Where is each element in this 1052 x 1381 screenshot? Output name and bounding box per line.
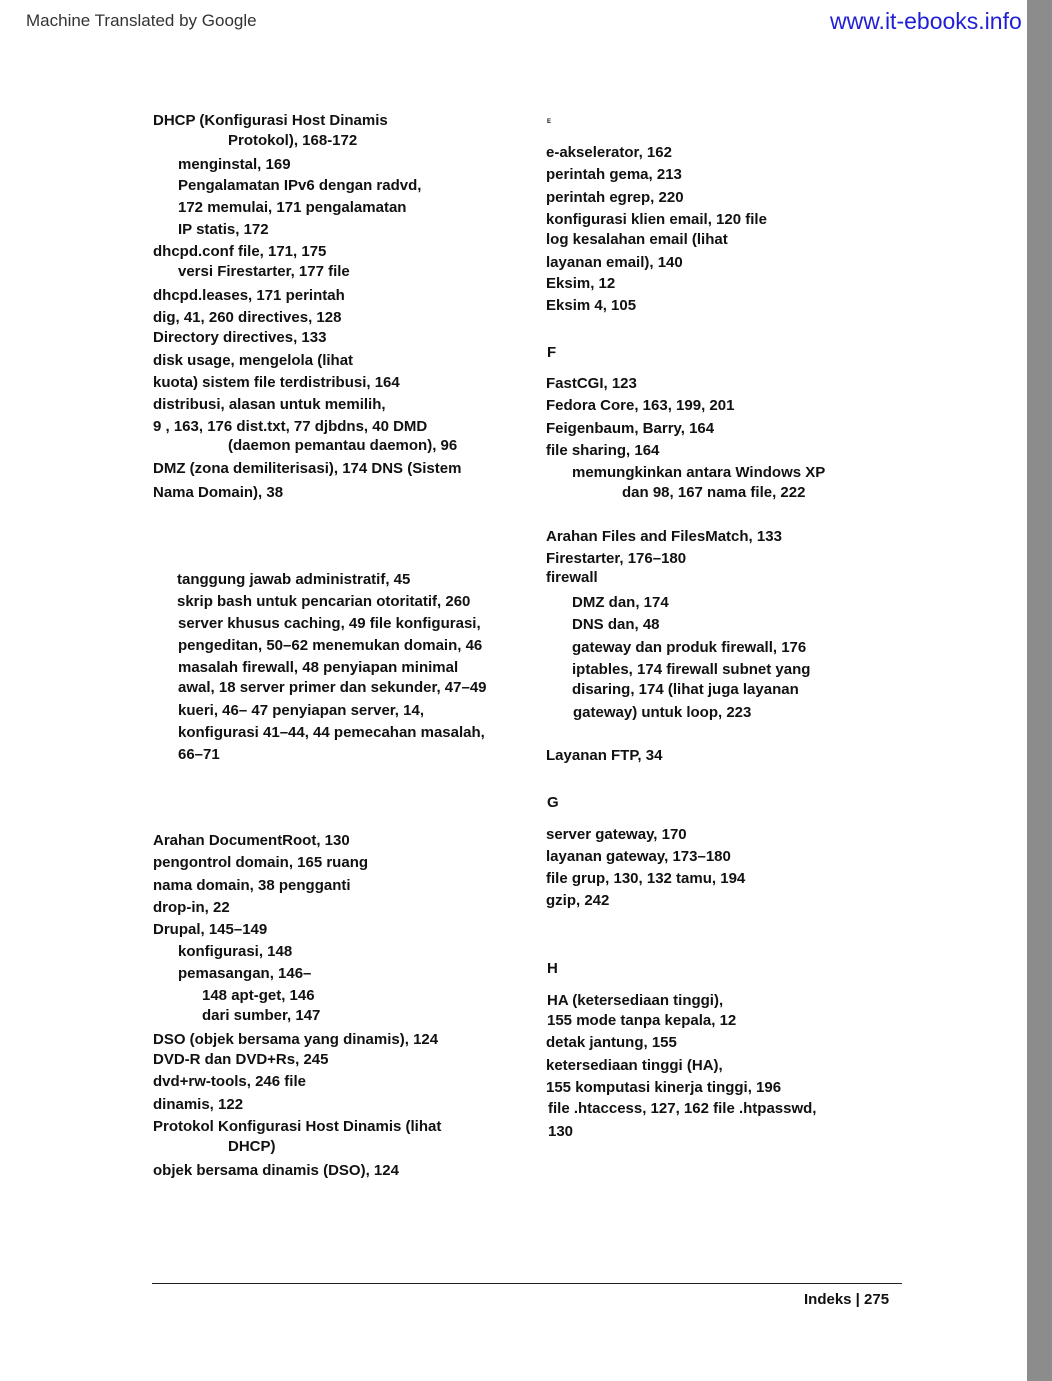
index-entry: skrip bash untuk pencarian otoritatif, 260 bbox=[177, 593, 471, 610]
index-entry: gzip, 242 bbox=[546, 892, 610, 909]
index-entry: disaring, 174 (lihat juga layanan bbox=[572, 681, 799, 698]
index-entry: Eksim 4, 105 bbox=[546, 297, 637, 314]
index-entry: 9 , 163, 176 dist.txt, 77 djbdns, 40 DMD bbox=[153, 418, 428, 435]
index-entry: detak jantung, 155 bbox=[546, 1034, 677, 1051]
index-entry: Layanan FTP, 34 bbox=[546, 747, 663, 764]
index-entry: 130 bbox=[548, 1123, 574, 1140]
index-entry: dhcpd.leases, 171 perintah bbox=[153, 287, 345, 304]
index-entry: 155 komputasi kinerja tinggi, 196 bbox=[546, 1079, 782, 1096]
section-letter-g: G bbox=[547, 794, 559, 811]
index-entry: file grup, 130, 132 tamu, 194 bbox=[546, 870, 746, 887]
index-entry: distribusi, alasan untuk memilih, bbox=[153, 396, 386, 413]
index-entry: pengeditan, 50–62 menemukan domain, 46 bbox=[178, 637, 483, 654]
index-entry: memungkinkan antara Windows XP bbox=[572, 464, 826, 481]
machine-translation-watermark: Machine Translated by Google bbox=[26, 11, 257, 30]
section-letter-f: F bbox=[547, 344, 557, 361]
index-entry: DHCP) bbox=[228, 1138, 276, 1155]
index-entry: drop-in, 22 bbox=[153, 899, 230, 916]
index-entry: konfigurasi 41–44, 44 pemecahan masalah, bbox=[178, 724, 485, 741]
footer-rule bbox=[152, 1283, 902, 1284]
index-entry: konfigurasi, 148 bbox=[178, 943, 293, 960]
index-entry: dvd+rw-tools, 246 file bbox=[153, 1073, 306, 1090]
index-entry: disk usage, mengelola (lihat bbox=[153, 352, 354, 369]
index-entry: server gateway, 170 bbox=[546, 826, 687, 843]
index-entry: Arahan Files and FilesMatch, 133 bbox=[546, 528, 782, 545]
index-entry: e-akselerator, 162 bbox=[546, 144, 672, 161]
index-entry: gateway) untuk loop, 223 bbox=[573, 704, 752, 721]
index-entry: dari sumber, 147 bbox=[202, 1007, 321, 1024]
index-entry: dinamis, 122 bbox=[153, 1096, 244, 1113]
index-entry: nama domain, 38 pengganti bbox=[153, 877, 351, 894]
index-entry: tanggung jawab administratif, 45 bbox=[177, 571, 411, 588]
index-entry: dan 98, 167 nama file, 222 bbox=[622, 484, 806, 501]
index-entry: versi Firestarter, 177 file bbox=[178, 263, 350, 280]
site-link[interactable]: www.it-ebooks.info bbox=[830, 8, 1022, 34]
index-entry: firewall bbox=[546, 569, 598, 586]
index-entry: dhcpd.conf file, 171, 175 bbox=[153, 243, 327, 260]
index-entry: Arahan DocumentRoot, 130 bbox=[153, 832, 350, 849]
index-entry: gateway dan produk firewall, 176 bbox=[572, 639, 807, 656]
index-entry: server khusus caching, 49 file konfigurasi, bbox=[178, 615, 481, 632]
index-entry: DHCP (Konfigurasi Host Dinamis bbox=[153, 112, 388, 129]
index-entry: file sharing, 164 bbox=[546, 442, 660, 459]
index-entry: layanan email), 140 bbox=[546, 254, 683, 271]
index-entry: iptables, 174 firewall subnet yang bbox=[572, 661, 811, 678]
index-entry: konfigurasi klien email, 120 file bbox=[546, 211, 767, 228]
index-entry: 148 apt-get, 146 bbox=[202, 987, 315, 1004]
index-entry: 66–71 bbox=[178, 746, 220, 763]
index-entry: dig, 41, 260 directives, 128 bbox=[153, 309, 342, 326]
index-entry: DMZ (zona demiliterisasi), 174 DNS (Sistem bbox=[153, 460, 462, 477]
index-entry: HA (ketersediaan tinggi), bbox=[547, 992, 724, 1009]
index-entry: 172 memulai, 171 pengalamatan bbox=[178, 199, 407, 216]
index-entry: masalah firewall, 48 penyiapan minimal bbox=[178, 659, 459, 676]
index-entry: FastCGI, 123 bbox=[546, 375, 637, 392]
index-entry: log kesalahan email (lihat bbox=[546, 231, 728, 248]
page-folio: Indeks | 275 bbox=[804, 1291, 890, 1308]
index-entry: layanan gateway, 173–180 bbox=[546, 848, 731, 865]
index-entry: Protokol), 168-172 bbox=[228, 132, 358, 149]
index-entry: Protokol Konfigurasi Host Dinamis (lihat bbox=[153, 1118, 442, 1135]
index-entry: Feigenbaum, Barry, 164 bbox=[546, 420, 715, 437]
index-entry: pemasangan, 146– bbox=[178, 965, 312, 982]
index-entry: file .htaccess, 127, 162 file .htpasswd, bbox=[548, 1100, 817, 1117]
index-entry: objek bersama dinamis (DSO), 124 bbox=[153, 1162, 399, 1179]
index-entry: Firestarter, 176–180 bbox=[546, 550, 687, 567]
index-entry: Nama Domain), 38 bbox=[153, 484, 284, 501]
index-entry: pengontrol domain, 165 ruang bbox=[153, 854, 369, 871]
index-entry: DVD-R dan DVD+Rs, 245 bbox=[153, 1051, 329, 1068]
index-entry: DMZ dan, 174 bbox=[572, 594, 669, 611]
index-entry: DSO (objek bersama yang dinamis), 124 bbox=[153, 1031, 439, 1048]
section-letter-h: H bbox=[547, 960, 558, 977]
scroll-bar[interactable] bbox=[1027, 0, 1052, 1381]
index-entry: DNS dan, 48 bbox=[572, 616, 660, 633]
index-entry: perintah gema, 213 bbox=[546, 166, 682, 183]
index-entry: perintah egrep, 220 bbox=[546, 189, 684, 206]
index-entry: IP statis, 172 bbox=[178, 221, 269, 238]
index-entry: Eksim, 12 bbox=[546, 275, 616, 292]
index-entry: awal, 18 server primer dan sekunder, 47–49 bbox=[178, 679, 487, 696]
index-entry: Pengalamatan IPv6 dengan radvd, bbox=[178, 177, 422, 194]
index-entry: (daemon pemantau daemon), 96 bbox=[228, 437, 458, 454]
index-entry: ketersediaan tinggi (HA), bbox=[546, 1057, 723, 1074]
index-entry: kueri, 46– 47 penyiapan server, 14, bbox=[178, 702, 424, 719]
index-entry: Drupal, 145–149 bbox=[153, 921, 268, 938]
index-entry: menginstal, 169 bbox=[178, 156, 291, 173]
index-entry: kuota) sistem file terdistribusi, 164 bbox=[153, 374, 400, 391]
index-entry: Fedora Core, 163, 199, 201 bbox=[546, 397, 735, 414]
index-entry: Directory directives, 133 bbox=[153, 329, 327, 346]
index-entry: 155 mode tanpa kepala, 12 bbox=[547, 1012, 737, 1029]
section-letter-e: E bbox=[547, 119, 552, 125]
